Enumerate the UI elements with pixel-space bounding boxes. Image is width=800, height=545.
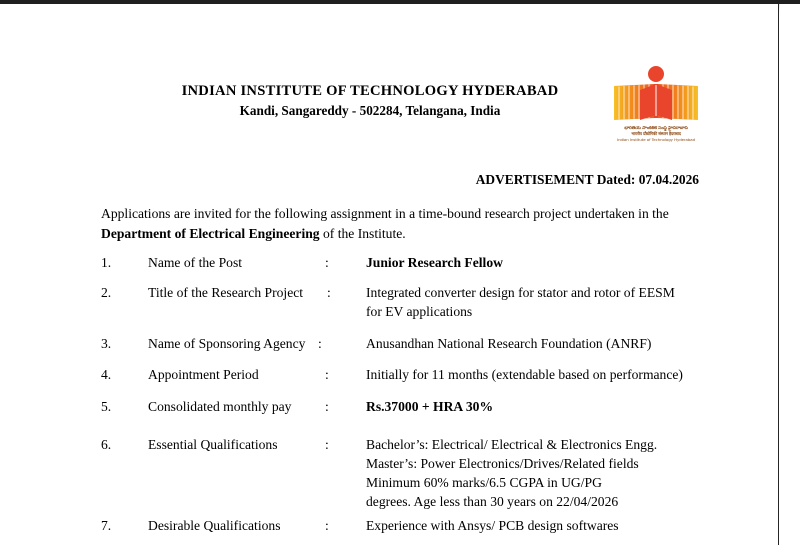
detail-row-label: Name of the Post <box>148 255 243 270</box>
detail-row-value <box>366 516 741 535</box>
detail-row-colon: : <box>325 399 329 414</box>
detail-row-number: 5. <box>101 399 112 414</box>
intro-text-before: Applications are invited for the following assignment in a time-bound research project undertaken in the <box>101 206 669 221</box>
detail-row-number: 2. <box>101 285 112 300</box>
detail-row-label: Essential Qualifications <box>148 437 278 452</box>
intro-text-after: of the Institute. <box>319 225 406 241</box>
logo-caption-english: Indian Institute of Technology Hyderabad <box>616 136 696 142</box>
detail-row-number: 1. <box>101 255 112 270</box>
detail-row-number: 3. <box>101 336 112 351</box>
institute-name: INDIAN INSTITUTE OF TECHNOLOGY HYDERABAD <box>181 83 559 99</box>
detail-row-value-line: degrees. Age less than 30 years on 22/04/2026 <box>366 494 619 509</box>
detail-row-colon: : <box>325 437 329 452</box>
detail-row-value-line: Junior Research Fellow <box>366 255 503 270</box>
detail-row-number: 4. <box>101 367 112 382</box>
detail-row-value <box>366 334 741 353</box>
detail-row-colon: : <box>325 255 329 270</box>
detail-row-label: Title of the Research Project <box>148 285 304 300</box>
intro-paragraph <box>101 204 713 243</box>
document-header <box>0 4 779 142</box>
detail-row-value-line: Master’s: Power Electronics/Drives/Related fields <box>366 456 639 471</box>
logo-caption <box>604 126 708 142</box>
detail-row-value <box>366 253 741 272</box>
detail-row-colon: : <box>318 336 322 351</box>
detail-row-value-line: Bachelor’s: Electrical/ Electrical & Electronics Engg. <box>366 437 658 452</box>
detail-row-label: Appointment Period <box>148 367 259 382</box>
detail-row-label: Desirable Qualifications <box>148 518 281 533</box>
detail-row-value-line: Experience with Ansys/ PCB design softwares <box>366 518 619 533</box>
logo-caption-telugu: భారతీయ సాంకేతిక సంస్థ హైదరాబాద్ <box>624 126 688 131</box>
detail-row-colon: : <box>325 518 329 533</box>
detail-row-colon: : <box>325 367 329 382</box>
detail-row-value-line: Initially for 11 months (extendable based on performance) <box>366 367 683 382</box>
document-page <box>0 4 779 545</box>
detail-row-label: Name of Sponsoring Agency <box>148 336 306 351</box>
detail-row-value-line: Rs.37000 + HRA 30% <box>366 399 494 414</box>
detail-row-value <box>366 435 741 511</box>
detail-row-value-line: for EV applications <box>366 304 473 319</box>
detail-row-value <box>366 365 741 384</box>
open-book-logo-icon <box>610 66 702 124</box>
logo-caption-hindi: भारतीय प्रौद्योगिकी संस्थान हैदराबाद <box>631 131 681 137</box>
detail-row-number: 7. <box>101 518 112 533</box>
iith-logo <box>604 66 708 156</box>
detail-row-value-line: Minimum 60% marks/6.5 CGPA in UG/PG <box>366 475 602 490</box>
intro-department: Department of Electrical Engineering <box>101 225 320 241</box>
detail-row-number: 6. <box>101 437 112 452</box>
detail-row-value <box>366 397 741 416</box>
advertisement-date-line: ADVERTISEMENT Dated: 07.04.2026 <box>475 172 699 187</box>
detail-row-value-line: Anusandhan National Research Foundation (ANRF) <box>366 336 652 351</box>
detail-row-label: Consolidated monthly pay <box>148 399 292 414</box>
institute-address: Kandi, Sangareddy - 502284, Telangana, India <box>239 103 501 118</box>
detail-row-value <box>366 283 741 321</box>
detail-row-value-line: Integrated converter design for stator and rotor of EESM <box>366 285 675 300</box>
detail-row-colon: : <box>327 285 331 300</box>
